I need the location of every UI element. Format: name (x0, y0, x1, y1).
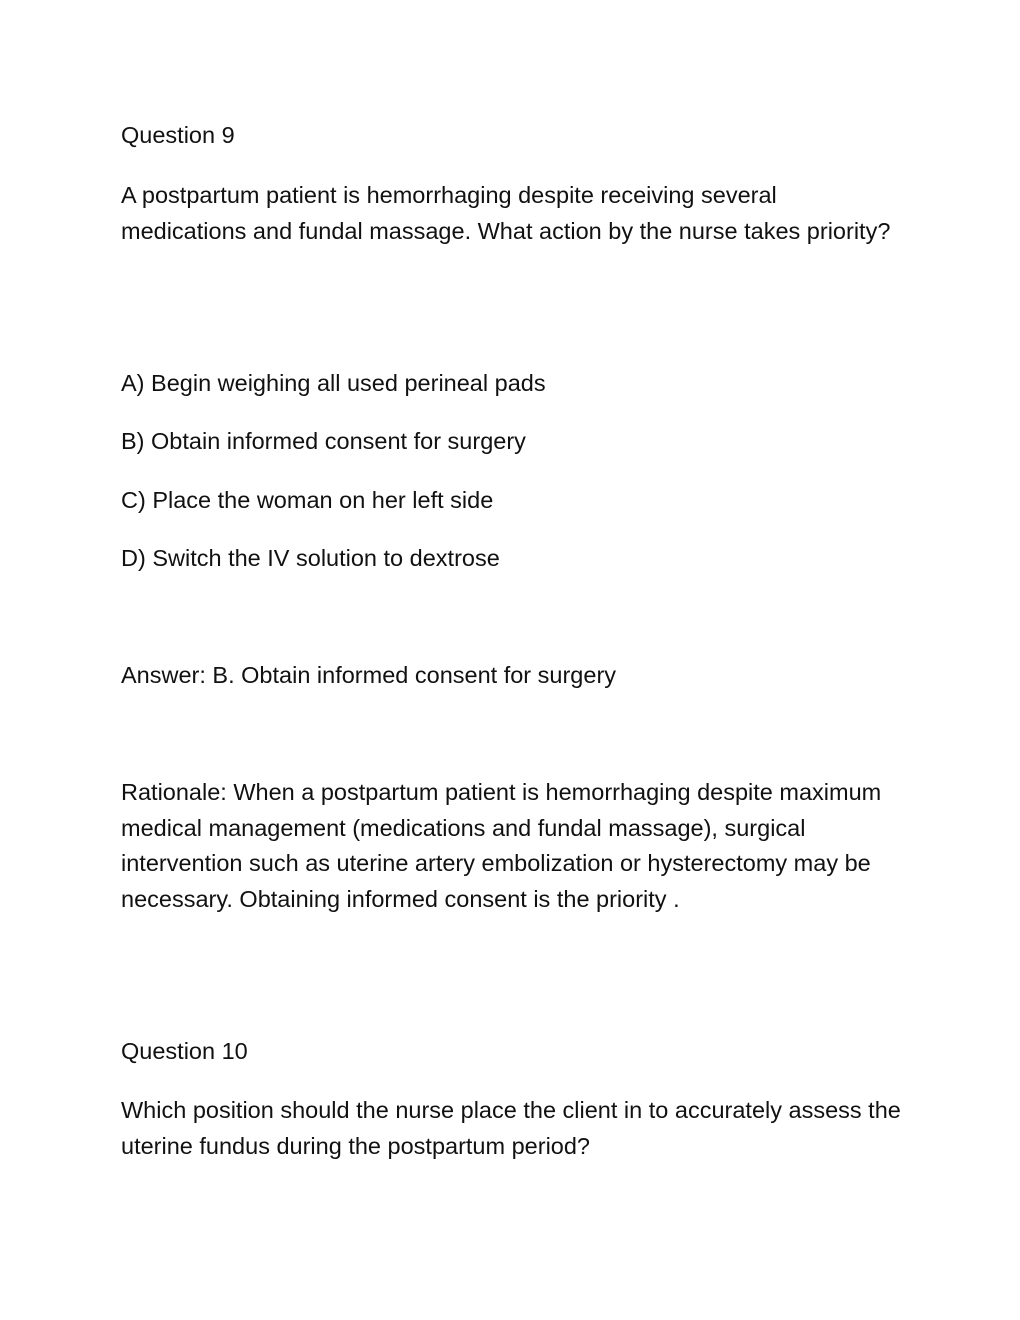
question-9-text: A postpartum patient is hemorrhaging despite receiving several medications and fundal massage. What action by the nurse takes priority? (121, 182, 891, 244)
question-9-option-d: D) Switch the IV solution to dextrose (121, 545, 500, 571)
question-9-answer: Answer: B. Obtain informed consent for surgery (121, 662, 617, 688)
question-9-option-a: A) Begin weighing all used perineal pads (121, 370, 546, 396)
question-9-heading: Question 9 (121, 122, 235, 148)
question-10-text: Which position should the nurse place the client in to accurately assess the uterine fundus during the postpartum period? (121, 1097, 901, 1159)
question-9-option-b: B) Obtain informed consent for surgery (121, 428, 526, 454)
question-9-rationale: Rationale: When a postpartum patient is hemorrhaging despite maximum medical management (medications and fundal massage), surgical intervention such as uterine artery embolization or hysterectomy may be necessary. Obtaining informed consent is the priority . (121, 779, 882, 912)
question-9-option-c: C) Place the woman on her left side (121, 487, 494, 513)
question-10-heading: Question 10 (121, 1038, 248, 1064)
